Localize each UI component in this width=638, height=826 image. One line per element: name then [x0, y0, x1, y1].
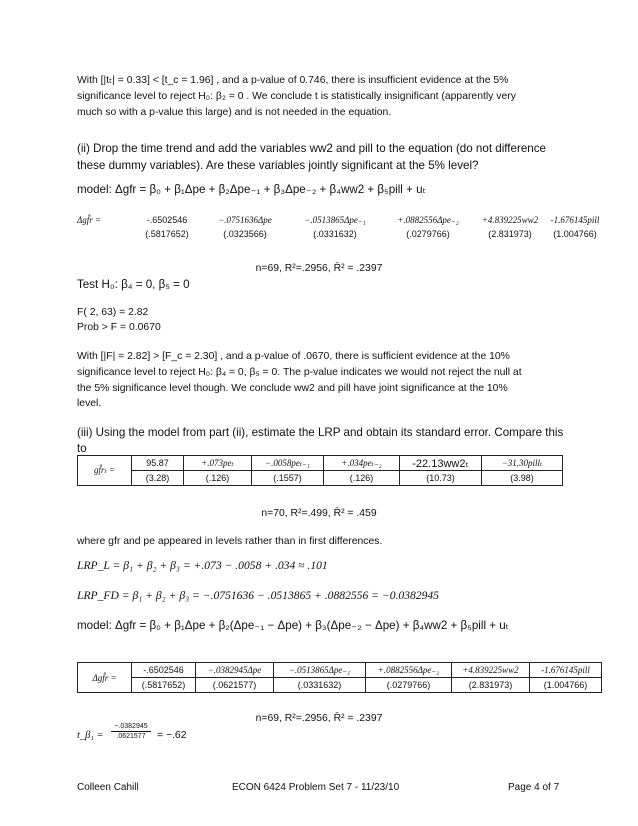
reg3-se: (.0621577) [196, 678, 274, 693]
reg2-lhs: gf̂rₜ = [78, 456, 132, 486]
regression-3-table [77, 662, 602, 693]
hypothesis-test: Test H₀: β₄ = 0, β₅ = 0 [77, 278, 190, 291]
question-iii-line2: to [77, 442, 87, 455]
regression-3-stats: n=69, R²=.2956, R̄² = .2397 [255, 713, 383, 724]
model-equation-2: model: Δgfr = β₀ + β₁Δpe + β₂(Δpe₋₁ − Δpe) + β₃(Δpe₋₂ − Δpe) + β₄ww2 + β₅pill + uₜ [77, 619, 510, 632]
reg1-se: (2.831973) [488, 229, 532, 239]
text-line: much so with a p-value this large) and is not needed in the equation. [77, 107, 392, 118]
reg3-se: (2.831973) [452, 678, 530, 693]
text-line: significance level to reject H₀: β₄ = 0, β₅ = 0. The p-value indicates we would not reject the null at [77, 367, 522, 378]
table-row [78, 471, 563, 486]
reg1-coef: +.0882556Δpe₋₂ [397, 215, 459, 225]
reg1-se: (1.004766) [553, 229, 597, 239]
reg1-coef: −.0513865Δpe₋₁ [304, 215, 366, 225]
reg1-coef: -.6502546 [146, 215, 188, 225]
reg3-coef: +4.839225ww2 [452, 663, 530, 678]
text-line: With [|tₜ| = 0.33] < [t_c = 1.96] , and a p-value of 0.746, there is insufficient evidence at the 5% [77, 75, 509, 86]
reg2-coef: −.0058peₜ₋₁ [252, 456, 324, 471]
reg3-lhs: Δgf̂r = [78, 663, 132, 693]
reg2-se: (3.28) [132, 471, 184, 486]
reg1-se: (.0323566) [223, 229, 267, 239]
reg2-se: (3.98) [482, 471, 563, 486]
lrp-first-difference: LRP_FD = β₁ + β₂ + β₃ = −.0751636 − .0513865 + .0882556 = −0.0382945 [77, 589, 439, 602]
table-row [78, 456, 563, 471]
reg2-coef: +.073peₜ [184, 456, 252, 471]
f-statistic: F( 2, 63) = 2.82 [77, 307, 149, 318]
question-iii-line1: (iii) Using the model from part (ii), estimate the LRP and obtain its standard error. Compare this [77, 426, 564, 439]
footer-author: Colleen Cahill [77, 782, 139, 793]
reg2-se: (10.73) [400, 471, 482, 486]
model-equation-1: model: Δgfr = β₀ + β₁Δpe + β₂Δpe₋₁ + β₃Δpe₋₂ + β₄ww2 + β₅pill + uₜ [77, 183, 426, 196]
reg1-coef: -1.676145pill [550, 215, 600, 225]
t-label: t_β₁ = [77, 730, 104, 741]
note-levels: where gfr and pe appeared in levels rather than in first differences. [77, 536, 383, 547]
reg1-se: (.0331632) [313, 229, 357, 239]
reg3-coef: −.0382945Δpe [196, 663, 274, 678]
question-ii-line2: these dummy variables). Are these variables jointly significant at the 5% level? [77, 159, 479, 172]
lrp-levels: LRP_L = β₁ + β₂ + β₃ = +.073 − .0058 + .034 ≈ .101 [77, 559, 328, 572]
reg1-se: (.5817652) [145, 229, 189, 239]
reg3-coef: +.0882556Δpe₋₂ [366, 663, 452, 678]
reg2-coef: 95.87 [132, 456, 184, 471]
reg3-coef: -.6502546 [132, 663, 196, 678]
reg3-coef: -1.676145pill [530, 663, 602, 678]
t-fraction [111, 722, 151, 741]
text-line: the 5% significance level though. We conclude ww2 and pill have joint significance at the 10% [77, 383, 508, 394]
reg3-se: (.0331632) [274, 678, 366, 693]
reg2-se: (.1557) [252, 471, 324, 486]
regression-1 [77, 214, 600, 244]
reg2-se: (.126) [324, 471, 400, 486]
reg3-se: (.5817652) [132, 678, 196, 693]
reg1-se: (.0279766) [406, 229, 450, 239]
regression-1-stats: n=69, R²=.2956, R̄² = .2397 [255, 263, 383, 274]
text-line: significance level to reject H₀: β₂ = 0 . We conclude t is statistically insignificant (apparently very [77, 91, 516, 102]
reg1-coef: −.0751636Δpe [218, 215, 272, 225]
reg1-coef: +4.839225ww2 [481, 215, 539, 225]
t-numerator: −.0382945 [111, 722, 151, 732]
f-pvalue: Prob > F = 0.0670 [77, 322, 161, 333]
footer-course: ECON 6424 Problem Set 7 - 11/23/10 [232, 782, 400, 793]
regression-2-table [77, 455, 563, 486]
t-result: = −.62 [157, 730, 187, 741]
t-denominator: .0621577 [116, 733, 146, 740]
reg3-se: (1.004766) [530, 678, 602, 693]
table-row [78, 663, 602, 678]
reg1-lhs: Δgf̂r = [77, 215, 102, 225]
text-line: With [|F| = 2.82] > [F_c = 2.30] , and a p-value of .0670, there is sufficient evidence at the 10% [77, 351, 510, 362]
reg2-coef: -22.13ww2ₜ [400, 456, 482, 471]
reg3-coef: −.0513865Δpe₋₁ [274, 663, 366, 678]
regression-2-stats: n=70, R²=.499, R̄² = .459 [261, 508, 377, 519]
reg2-se: (.126) [184, 471, 252, 486]
table-row [78, 678, 602, 693]
text-line: level. [77, 398, 102, 409]
reg3-se: (.0279766) [366, 678, 452, 693]
question-ii-line1: (ii) Drop the time trend and add the variables ww2 and pill to the equation (do not difference [77, 142, 546, 155]
reg2-coef: +.034peₜ₋₂ [324, 456, 400, 471]
reg2-coef: −31.30pillₜ [482, 456, 563, 471]
t-statistic [77, 722, 277, 748]
footer-page: Page 4 of 7 [508, 782, 560, 793]
